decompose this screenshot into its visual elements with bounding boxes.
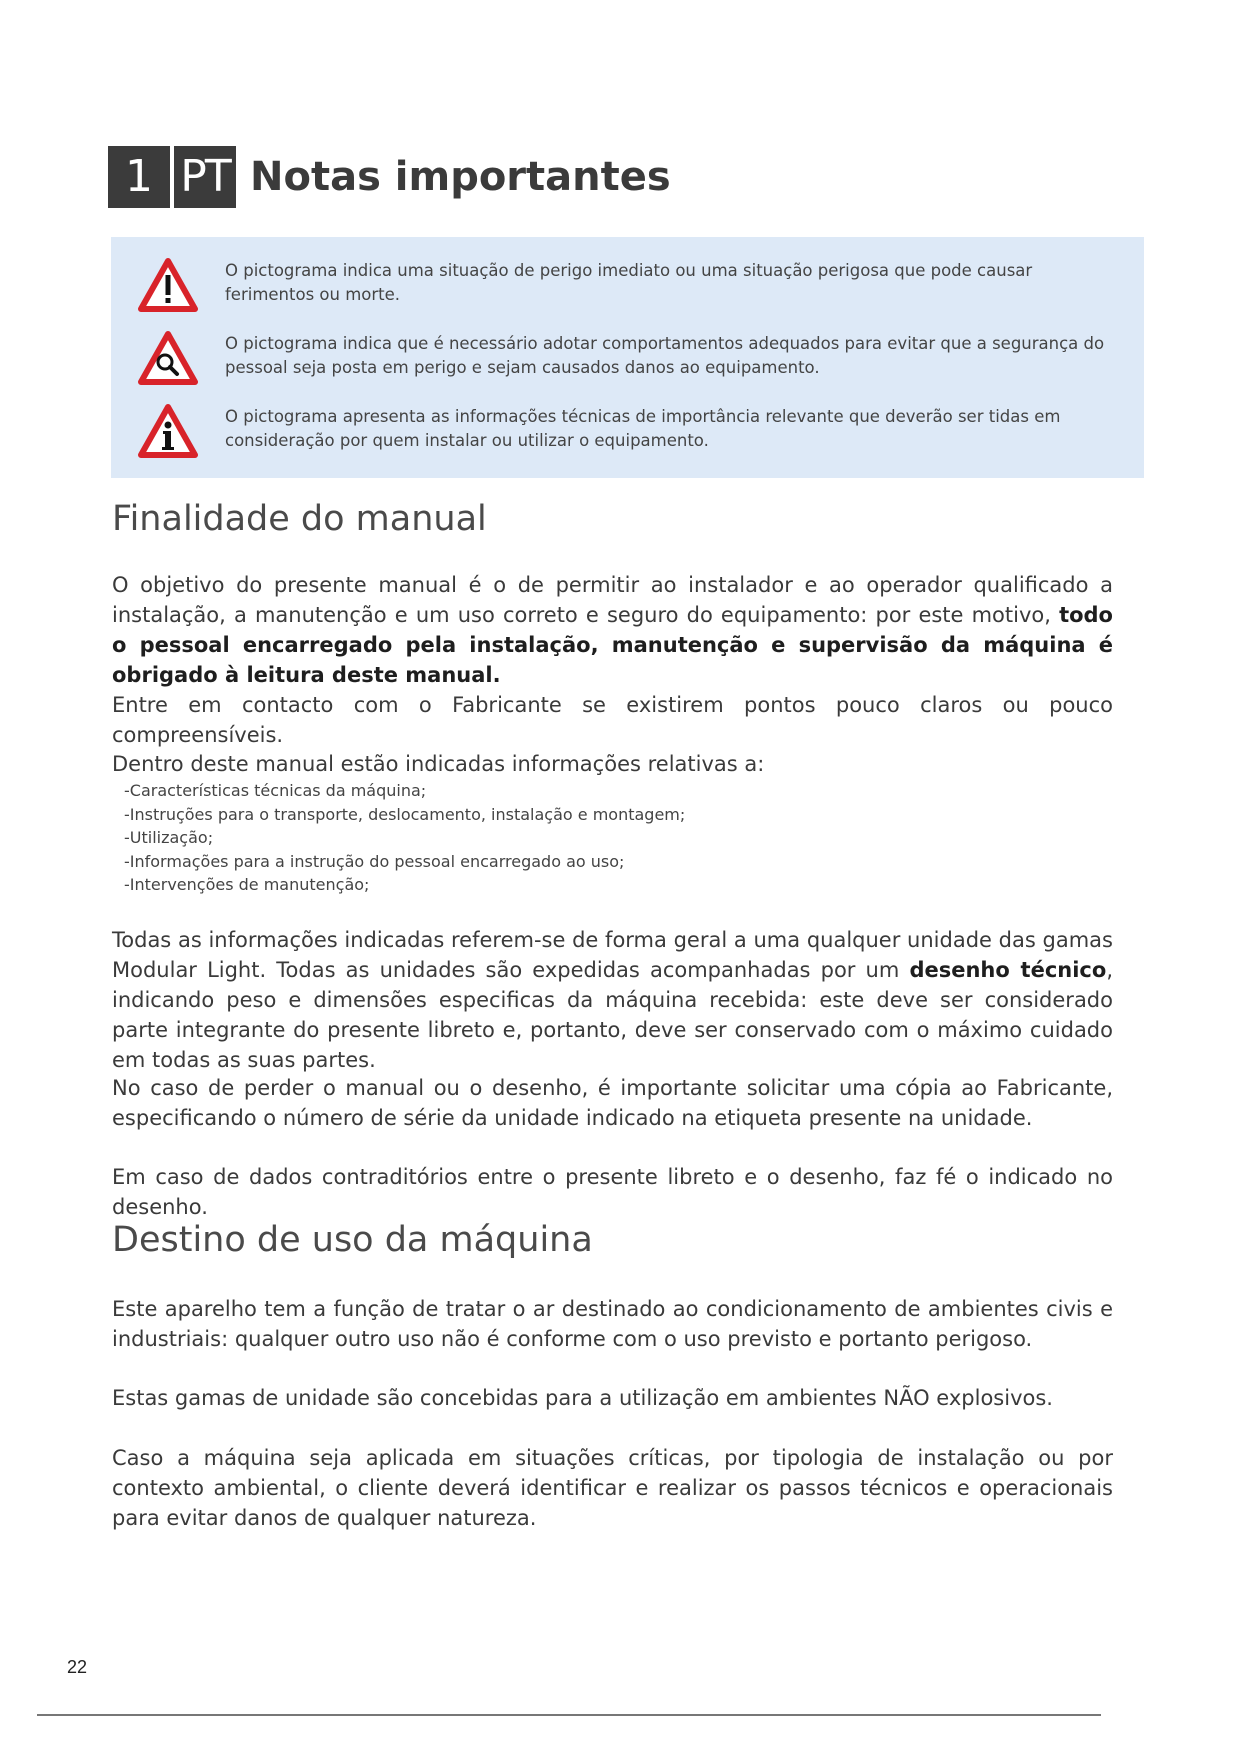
note-text: O pictograma apresenta as informações técnicas de importância relevante que deverão ser tidas em consideração por quem instalar ou utilizar o equipamento.: [225, 407, 1061, 450]
page-title: Notas importantes: [250, 154, 671, 200]
chapter-number: 1: [108, 146, 170, 208]
language-code: PT: [174, 146, 236, 208]
paragraph-function: Este aparelho tem a função de tratar o ar destinado ao condicionamento de ambientes civis e industriais: qualquer outro uso não é conforme com o uso previsto e portanto perigoso.: [112, 1297, 1113, 1351]
page-number: 22: [67, 1657, 88, 1677]
chapter-header: [108, 146, 671, 208]
paragraph-explosive: Estas gamas de unidade são concebidas para a utilização em ambientes NÃO explosivos.: [112, 1386, 1053, 1410]
paragraph-objective: O objetivo do presente manual é o de permitir ao instalador e ao operador qualificado a instalação, a manutenção e um uso correto e seguro do equipamento: por este motivo, todo o pessoal encarregado pela instalação, manutenção e supervisão da máquina é obrigado à leitura deste manual. Entre em contacto com o Fabricante se existirem pontos pouco claros ou pouco compreensíveis.: [112, 573, 1113, 747]
list-item: -Instruções para o transporte, deslocamento, instalação e montagem;: [124, 804, 686, 824]
list-item: -Informações para a instrução do pessoal encarregado ao uso;: [124, 851, 625, 871]
paragraph-contradictory: Em caso de dados contraditórios entre o presente libreto e o desenho, faz fé o indicado no desenho.: [112, 1165, 1113, 1219]
list-item: -Utilização;: [124, 828, 214, 847]
important-notes-box: [111, 237, 1144, 478]
paragraph-critical: Caso a máquina seja aplicada em situações críticas, por tipologia de instalação ou por contexto ambiental, o cliente deverá identificar e realizar os passos técnicos e operacionais para evitar danos de qualquer natureza.: [112, 1446, 1113, 1530]
paragraph-lost-manual: No caso de perder o manual ou o desenho, é importante solicitar uma cópia ao Fabricante, especificando o número de série da unidade indicado na etiqueta presente na unidade.: [112, 1076, 1113, 1130]
danger-exclamation-icon: [137, 257, 199, 313]
list-intro: Dentro deste manual estão indicadas informações relativas a:: [112, 752, 765, 776]
caution-magnifier-icon: [137, 330, 199, 386]
list-item: -Características técnicas da máquina;: [124, 781, 427, 800]
section-title-finalidade: Finalidade do manual: [112, 499, 487, 539]
list-item: -Intervenções de manutenção;: [124, 875, 370, 894]
paragraph-ranges: Todas as informações indicadas referem-se de forma geral a uma qualquer unidade das gamas Modular Light. Todas as unidades são expedidas acompanhadas por um desenho técnico, indicando peso e dimensões especificas da máquina recebida: este deve ser considerado parte integrante do presente libreto e, portanto, deve ser conservado com o máximo cuidado em todas as suas partes.: [112, 928, 1113, 1072]
footer-divider: [37, 1714, 1101, 1716]
section-title-destino: Destino de uso da máquina: [112, 1220, 593, 1260]
note-text: O pictograma indica uma situação de perigo imediato ou uma situação perigosa que pode causar ferimentos ou morte.: [225, 261, 1033, 304]
note-text: O pictograma indica que é necessário adotar comportamentos adequados para evitar que a segurança do pessoal seja posta em perigo e sejam causados danos ao equipamento.: [225, 334, 1105, 377]
info-list: [124, 779, 685, 897]
info-icon: [137, 403, 199, 459]
